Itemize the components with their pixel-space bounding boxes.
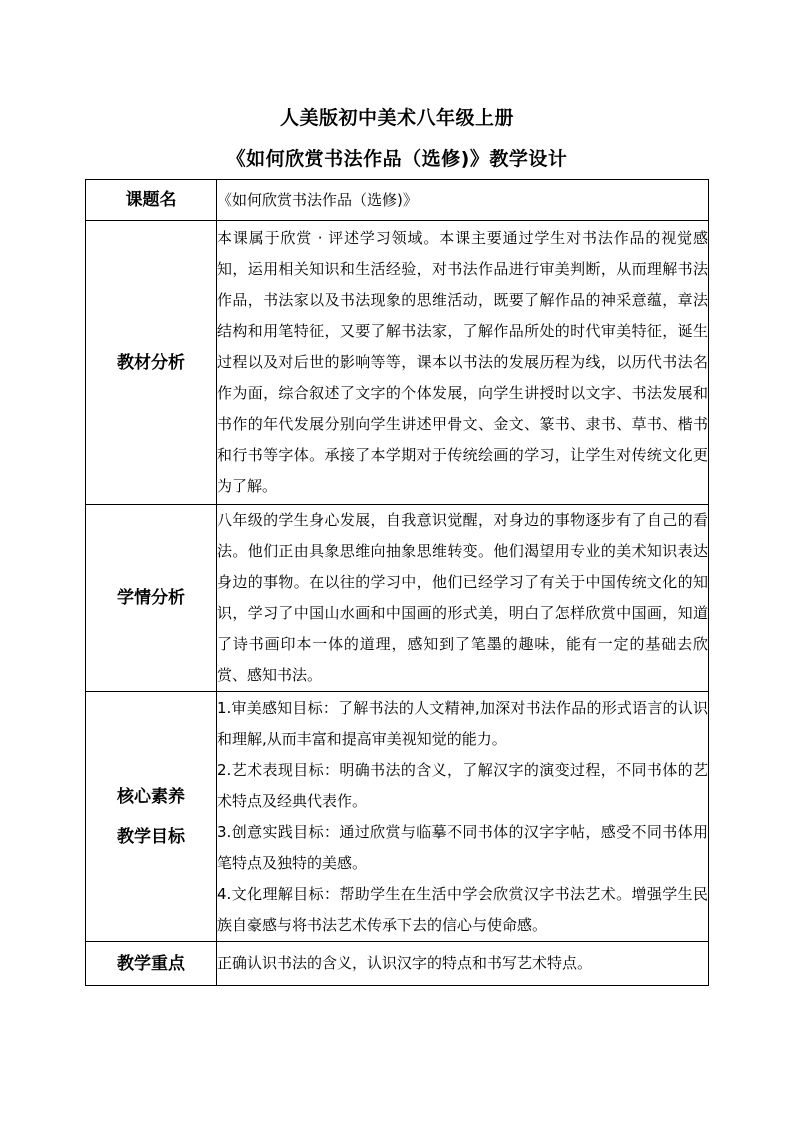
- material-analysis-value: 本课属于欣赏 · 评述学习领域。本课主要通过学生对书法作品的视觉感知，运用相关知识和生活经验，对书法作品进行审美判断，从而理解书法作品，书法家以及书法现象的思维活动，既要了解作品的神采意蕴，章法结构和用笔特征，又要了解书法家，了解作品所处的时代审美特征，诞生过程以及对后世的影响等等，课本以书法的发展历程为线，以历代书法名作为面，综合叙述了文字的个体发展，向学生讲授时以文字、书法发展和书作的年代发展分别向学生讲述甲骨文、金文、篆书、隶书、草书、楷书和行书等字体。承接了本学期对于传统绘画的学习，让学生对传统文化更为了解。: [217, 221, 709, 505]
- goal-item-aesthetic: 1.审美感知目标：了解书法的人文精神,加深对书法作品的形式语言的认识和理解,从而丰富和提高审美视知觉的能力。: [217, 698, 708, 748]
- table-row-core-goals: [86, 692, 709, 942]
- table-row-key-points: [86, 942, 709, 986]
- topic-label: 课题名: [86, 180, 217, 221]
- lesson-plan-table: [85, 179, 709, 986]
- core-goals-value: [217, 692, 709, 942]
- learner-analysis-value: 八年级的学生身心发展，自我意识觉醒，对身边的事物逐步有了自己的看法。他们正由具象思维向抽象思维转变。他们渴望用专业的美术知识表达身边的事物。在以往的学习中，他们已经学习了有关于中国传统文化的知识，学习了中国山水画和中国画的形式美，明白了怎样欣赏中国画，知道了诗书画印本一体的道理，感知到了笔墨的趣味，能有一定的基础去欣赏、感知书法。: [217, 505, 709, 692]
- core-goals-label: [86, 692, 217, 942]
- goal-item-culture: 4.文化理解目标：帮助学生在生活中学会欣赏汉字书法艺术。增强学生民族自豪感与将书法艺术传承下去的信心与使命感。: [217, 884, 708, 934]
- learner-analysis-label: 学情分析: [86, 505, 217, 692]
- document-title: 《如何欣赏书法作品（选修)》教学设计: [226, 148, 568, 170]
- core-goals-label-line2: 教学目标: [117, 826, 185, 847]
- document-subtitle: 人美版初中美术八年级上册: [279, 107, 514, 129]
- core-goals-label-line1: 核心素养: [117, 786, 185, 807]
- goal-item-expression: 2.艺术表现目标：明确书法的含义，了解汉字的演变过程，不同书体的艺术特点及经典代表作。: [217, 760, 708, 810]
- topic-value: 《如何欣赏书法作品（选修)》: [217, 180, 709, 221]
- table-row-material-analysis: [86, 221, 709, 505]
- goal-item-practice: 3.创意实践目标：通过欣赏与临摹不同书体的汉字字帖，感受不同书体用笔特点及独特的美感。: [217, 822, 708, 872]
- key-points-label: 教学重点: [86, 942, 217, 986]
- table-row-topic: [86, 180, 709, 221]
- table-row-learner-analysis: [86, 505, 709, 692]
- key-points-value: 正确认识书法的含义，认识汉字的特点和书写艺术特点。: [217, 942, 709, 986]
- material-analysis-label: 教材分析: [86, 221, 217, 505]
